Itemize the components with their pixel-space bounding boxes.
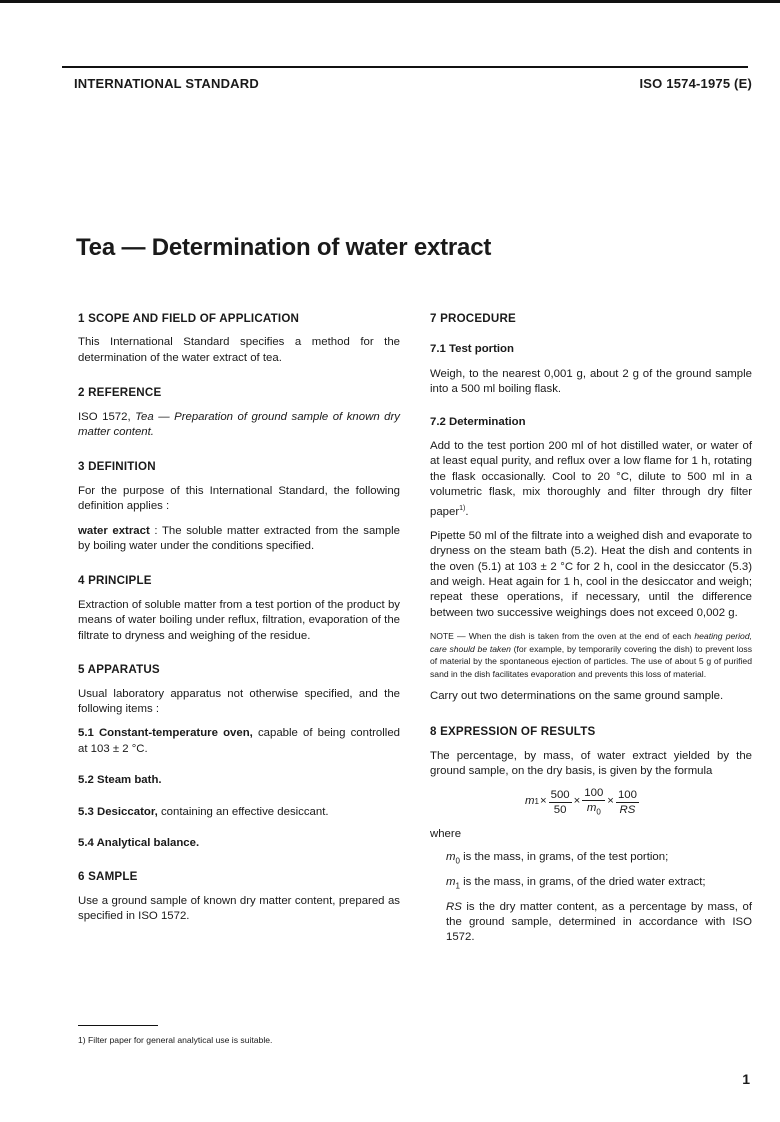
standard-number: ISO 1574-1975 (E) <box>639 76 752 91</box>
determination-paragraph-2: Pipette 50 ml of the filtrate into a weighed dish and evaporate to dryness on the steam bath (5.2). Heat the dish and contents in the oven (5.1) at 103 ± 2 °C for 2 h, cool in the desiccator (5.3) and weigh. Heat again for 1 h, cool in the desiccator and weigh; repeat these operations, if necessary, until the difference between two successive weighings does not exceed 0,002 g. <box>430 529 752 619</box>
subsection-7-1-heading: 7.1 Test portion <box>430 343 514 356</box>
section-2-text: ISO 1572, Tea — Preparation of ground sample of known dry matter content. <box>78 410 400 439</box>
fraction-500-50: $\frac{500}{50}$ <box>550 788 570 816</box>
where-rs: RS is the dry matter content, as a percentage by mass, of the ground sample, determined in accordance with ISO 1572. <box>446 900 752 944</box>
footnote-rule <box>78 1025 158 1026</box>
apparatus-balance: 5.4 Analytical balance. <box>78 836 200 849</box>
determination-paragraph-1: Add to the test portion 200 ml of hot distilled water, or water of at least equal purity, and reflux over a low flame for 1 h, rotating the flask occasionally. Cool to 20 °C, dilute to 500 ml in a volumetric flask, mix thoroughly and filter through dry filter paper$^{1)}$. <box>430 440 752 518</box>
where-label: where <box>430 827 462 840</box>
right-column <box>430 311 752 946</box>
left-column <box>78 311 400 925</box>
footnote: 1) Filter paper for general analytical use is suitable. <box>78 1035 273 1045</box>
section-2-heading: 2 REFERENCE <box>78 386 162 400</box>
section-1-text: This International Standard specifies a method for the determination of the water extract of tea. <box>78 336 400 364</box>
section-1-heading: 1 SCOPE AND FIELD OF APPLICATION <box>78 312 300 325</box>
section-3-definition: water extract : The soluble matter extracted from the sample by boiling water under the conditions specified. <box>78 524 400 553</box>
section-8-intro: The percentage, by mass, of water extract yielded by the ground sample, on the dry basis, is given by the formula <box>430 749 752 778</box>
fraction-100-m0: $\frac{100}{m_0}$ <box>584 786 604 816</box>
section-5-intro: Usual laboratory apparatus not otherwise specified, and the following items : <box>78 687 400 715</box>
standard-label: INTERNATIONAL STANDARD <box>74 76 259 91</box>
section-3-heading: 3 DEFINITION <box>78 460 156 474</box>
footnote-ref: 1) <box>459 504 466 512</box>
result-formula: m 1 × $\frac{500}{50}$ × $\frac{100}{m_0}$ × $\frac{100}{RS}$ <box>525 786 752 819</box>
determination-paragraph-3: Carry out two determinations on the same ground sample. <box>430 689 724 702</box>
section-5-heading: 5 APPARATUS <box>78 663 160 677</box>
apparatus-steam-bath: 5.2 Steam bath. <box>78 774 162 787</box>
subsection-7-1-text: Weigh, to the nearest 0,001 g, about 2 g of the ground sample into a 500 ml boiling flask. <box>430 367 752 396</box>
apparatus-oven: 5.1 Constant-temperature oven, capable of being controlled at 103 ± 2 °C. <box>78 727 400 755</box>
document-title: Tea — Determination of water extract <box>76 234 492 261</box>
determination-note: NOTE — When the dish is taken from the oven at the end of each heating period, care should be taken (for example, by temporarily covering the dish) to prevent loss of material by the spontaneous ejection of particles. The use of about 5 g of purified sand in the dish facilitates evaporation and prevents this loss of material. <box>430 631 752 679</box>
section-3-intro: For the purpose of this International Standard, the following definition applies : <box>78 484 400 513</box>
section-6-heading: 6 SAMPLE <box>78 870 138 884</box>
section-7-heading: 7 PROCEDURE <box>430 312 516 325</box>
subsection-7-2-heading: 7.2 Determination <box>430 415 526 428</box>
apparatus-desiccator: 5.3 Desiccator, containing an effective desiccant. <box>78 805 329 818</box>
top-border <box>0 0 780 3</box>
section-4-heading: 4 PRINCIPLE <box>78 574 152 588</box>
section-6-text: Use a ground sample of known dry matter content, prepared as specified in ISO 1572. <box>78 894 400 923</box>
fraction-100-rs: $\frac{100}{RS}$ <box>617 788 637 816</box>
section-8-heading: 8 EXPRESSION OF RESULTS <box>430 725 596 739</box>
section-4-text: Extraction of soluble matter from a test portion of the product by means of water boiling under reflux, filtration, evaporation of the filtrate to dryness and weighing of the residue. <box>78 598 400 642</box>
where-m1: $m_1$ is the mass, in grams, of the dried water extract; <box>446 875 706 891</box>
where-m0: $m_0$ is the mass, in grams, of the test portion; <box>446 851 669 866</box>
header-rule <box>62 66 748 68</box>
page-number: 1 <box>742 1071 750 1087</box>
